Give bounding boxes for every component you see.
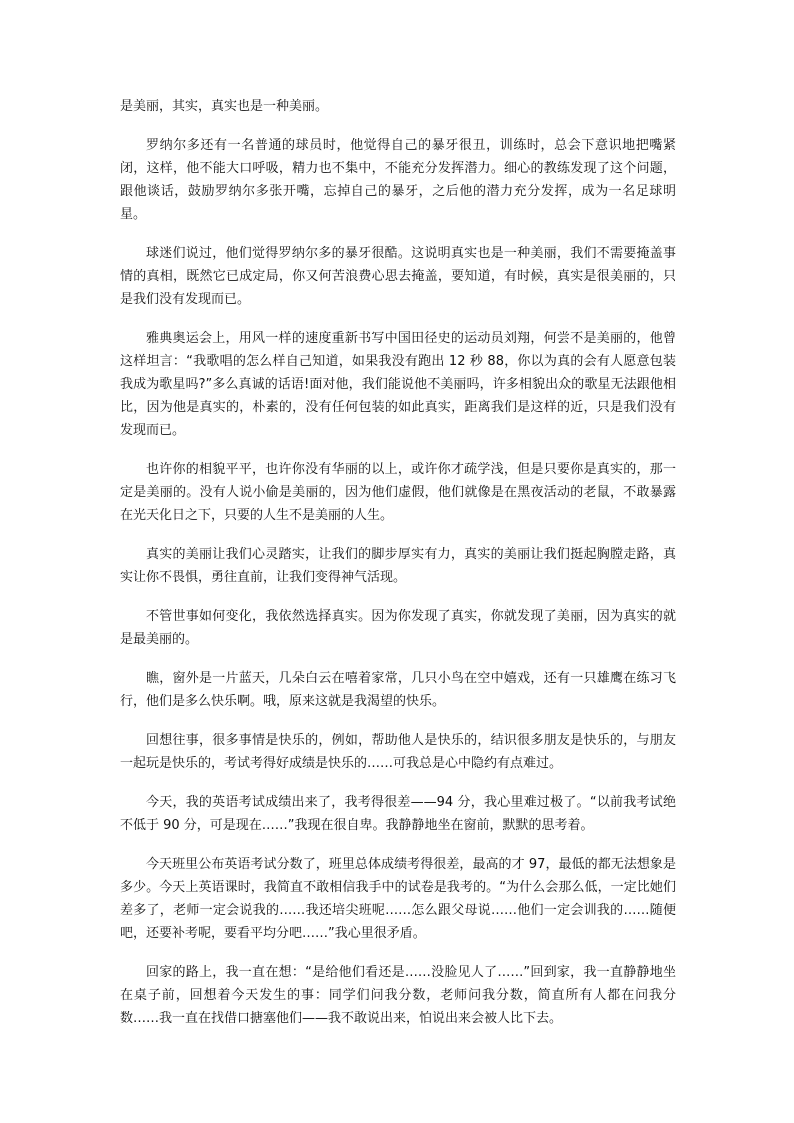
- paragraph: 是美丽，其实，真实也是一种美丽。: [120, 99, 329, 114]
- paragraph: 不管世事如何变化，我依然选择真实。因为你发现了真实，你就发现了美丽，因为真实的就是最美丽的。: [120, 609, 676, 647]
- paragraph: 真实的美丽让我们心灵踏实，让我们的脚步厚实有力，真实的美丽让我们挺起胸膛走路，真实让你不畏惧，勇往直前，让我们变得神气活现。: [120, 547, 676, 585]
- paragraph: 球迷们说过，他们觉得罗纳尔多的暴牙很酷。这说明真实也是一种美丽，我们不需要掩盖事情的真相，既然它已成定局，你又何苦浪费心思去掩盖，要知道，有时候，真实是很美丽的，只是我们没有发现而已。: [120, 246, 676, 307]
- paragraph: 今天班里公布英语考试分数了，班里总体成绩考得很差，最高的才 97，最低的都无法想象是多少。今天上英语课时，我简直不敢相信我手中的试卷是我考的。“为什么会那么低，一定比她们差多了，老师一定会说我的……我还培尖班呢……怎么跟父母说……他们一定会训我的……随便吧，还要补考呢，要看平均分吧……”我心里很矛盾。: [120, 857, 676, 941]
- paragraph: 罗纳尔多还有一名普通的球员时，他觉得自己的暴牙很丑，训练时，总会下意识地把嘴紧闭，这样，他不能大口呼吸，精力也不集中，不能充分发挥潜力。细心的教练发现了这个问题，跟他谈话，鼓励罗纳尔多张开嘴，忘掉自己的暴牙，之后他的潜力充分发挥，成为一名足球明星。: [120, 138, 676, 222]
- paragraph: 回家的路上，我一直在想：“是给他们看还是……没脸见人了……”回到家，我一直静静地坐在桌子前，回想着今天发生的事：同学们问我分数，老师问我分数，简直所有人都在问我分数……我一直在找借口搪塞他们——我不敢说出来，怕说出来会被人比下去。: [120, 965, 676, 1026]
- paragraph: 雅典奥运会上，用风一样的速度重新书写中国田径史的运动员刘翔，何尝不是美丽的，他曾这样坦言：“我歌唱的怎么样自己知道，如果我没有跑出 12 秒 88，你以为真的会有人愿意包装我成为歌星吗?”多么真诚的话语!面对他，我们能说他不美丽吗，许多相貌出众的歌星无法跟他相比，因为他是真实的，朴素的，没有任何包装的如此真实，距离我们是这样的近，只是我们没有发现而已。: [120, 331, 676, 438]
- paragraph: 回想往事，很多事情是快乐的，例如，帮助他人是快乐的，结识很多朋友是快乐的，与朋友一起玩是快乐的，考试考得好成绩是快乐的……可我总是心中隐约有点难过。: [120, 733, 676, 771]
- paragraph: 也许你的相貌平平，也许你没有华丽的以上，或许你才疏学浅，但是只要你是真实的，那一定是美丽的。没有人说小偷是美丽的，因为他们虚假，他们就像是在黑夜活动的老鼠，不敢暴露在光天化日之下，只要的人生不是美丽的人生。: [120, 462, 676, 523]
- paragraph: 今天，我的英语考试成绩出来了，我考得很差——94 分，我心里难过极了。“以前我考试绝不低于 90 分，可是现在……”我现在很自卑。我静静地坐在窗前，默默的思考着。: [120, 795, 676, 833]
- paragraph: 瞧，窗外是一片蓝天，几朵白云在嘻着家常，几只小鸟在空中嬉戏，还有一只雄鹰在练习飞行，他们是多么快乐啊。哦，原来这就是我渴望的快乐。: [120, 671, 676, 709]
- article-body: [120, 95, 676, 1046]
